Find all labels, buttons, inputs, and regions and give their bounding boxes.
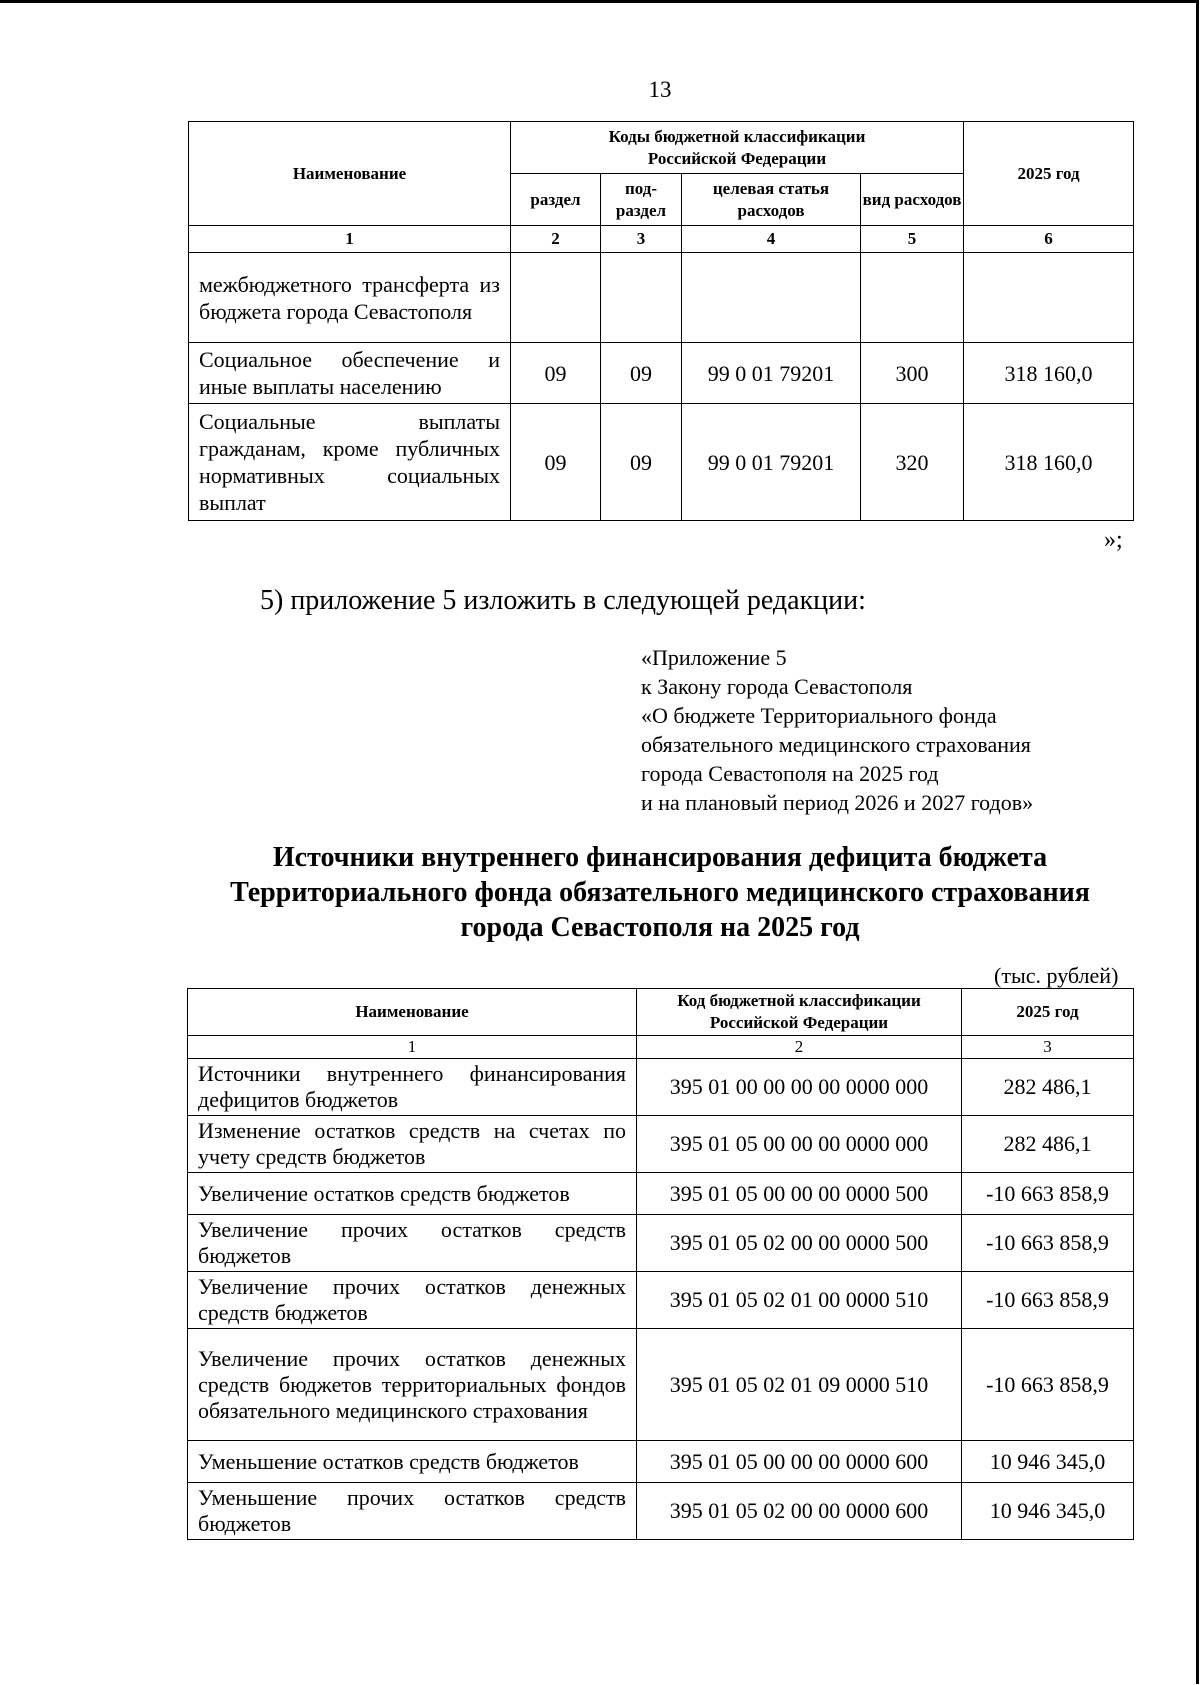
column-number: 3 — [962, 1036, 1134, 1059]
row-section: 09 — [511, 404, 601, 521]
row-amount — [964, 253, 1134, 343]
table-row — [188, 1329, 1134, 1441]
section-title — [180, 840, 1140, 945]
row-name: Социальное обеспечение и иные выплаты населению — [189, 343, 511, 404]
header-name: Наименование — [188, 989, 637, 1036]
appendix-line: города Севастополя на 2025 год — [641, 761, 939, 786]
row-amount: 282 486,1 — [962, 1059, 1134, 1116]
row-name: Уменьшение остатков средств бюджетов — [188, 1441, 637, 1483]
budget-allocation-table — [188, 121, 1134, 521]
row-subsection: 09 — [601, 404, 682, 521]
column-number: 2 — [511, 226, 601, 253]
appendix-line: к Закону города Севастополя — [641, 674, 913, 699]
row-amount: 10 946 345,0 — [962, 1483, 1134, 1540]
row-code: 395 01 05 02 01 00 0000 510 — [637, 1272, 962, 1329]
column-number: 5 — [861, 226, 964, 253]
row-target: 99 0 01 79201 — [682, 343, 861, 404]
row-code: 395 01 05 00 00 00 0000 600 — [637, 1441, 962, 1483]
page-number: 13 — [648, 77, 672, 102]
column-number: 1 — [189, 226, 511, 253]
row-amount: 10 946 345,0 — [962, 1441, 1134, 1483]
column-number: 2 — [637, 1036, 962, 1059]
row-amount: 282 486,1 — [962, 1116, 1134, 1173]
row-code: 395 01 00 00 00 00 0000 000 — [637, 1059, 962, 1116]
row-code: 395 01 05 02 01 09 0000 510 — [637, 1329, 962, 1441]
header-section: раздел — [511, 174, 601, 226]
row-code: 395 01 05 02 00 00 0000 600 — [637, 1483, 962, 1540]
row-name: Увеличение прочих остатков средств бюджетов — [188, 1215, 637, 1272]
header-codes-group: Коды бюджетной классификации Российской Федерации — [511, 122, 964, 174]
table-row — [188, 1441, 1134, 1483]
header-expense-type: вид расходов — [861, 174, 964, 226]
row-target: 99 0 01 79201 — [682, 404, 861, 521]
column-number-row — [189, 226, 1134, 253]
row-name: Увеличение прочих остатков денежных средств бюджетов территориальных фондов обязательного медицинского страхования — [188, 1329, 637, 1441]
appendix-caption — [641, 643, 1033, 817]
appendix-line: «О бюджете Территориального фонда — [641, 703, 997, 728]
row-section: 09 — [511, 343, 601, 404]
table-row — [189, 253, 1134, 343]
column-number-row — [188, 1036, 1134, 1059]
appendix-line: «Приложение 5 — [641, 645, 787, 670]
column-number: 4 — [682, 226, 861, 253]
row-name: Источники внутреннего финансирования дефицитов бюджетов — [188, 1059, 637, 1116]
table-row — [189, 404, 1134, 521]
row-name: межбюджетного трансферта из бюджета города Севастополя — [189, 253, 511, 343]
closing-quote: »; — [1104, 527, 1123, 553]
appendix-line: обязательного медицинского страхования — [641, 732, 1031, 757]
column-number: 3 — [601, 226, 682, 253]
row-name: Увеличение остатков средств бюджетов — [188, 1173, 637, 1215]
table-row — [189, 343, 1134, 404]
section-title-line: города Севастополя на 2025 год — [460, 912, 860, 943]
row-amount: 318 160,0 — [964, 404, 1134, 521]
row-subsection: 09 — [601, 343, 682, 404]
row-code: 395 01 05 02 00 00 0000 500 — [637, 1215, 962, 1272]
row-code: 395 01 05 00 00 00 0000 000 — [637, 1116, 962, 1173]
header-code: Код бюджетной классификации Российской Федерации — [637, 989, 962, 1036]
row-amount: -10 663 858,9 — [962, 1329, 1134, 1441]
row-type: 300 — [861, 343, 964, 404]
column-number: 6 — [964, 226, 1134, 253]
table-row — [188, 1173, 1134, 1215]
table-row — [188, 1272, 1134, 1329]
table-row — [188, 1215, 1134, 1272]
row-amount: 318 160,0 — [964, 343, 1134, 404]
units-label: (тыс. рублей) — [994, 963, 1119, 988]
header-year: 2025 год — [962, 989, 1134, 1036]
amendment-instruction: 5) приложение 5 изложить в следующей редакции: — [260, 585, 866, 616]
row-name: Социальные выплаты гражданам, кроме публичных нормативных социальных выплат — [189, 404, 511, 521]
header-name: Наименование — [189, 122, 511, 226]
appendix-line: и на плановый период 2026 и 2027 годов» — [641, 790, 1034, 815]
section-title-line: Источники внутреннего финансирования дефицита бюджета — [272, 842, 1048, 873]
row-target — [682, 253, 861, 343]
row-section — [511, 253, 601, 343]
row-type: 320 — [861, 404, 964, 521]
row-amount: -10 663 858,9 — [962, 1173, 1134, 1215]
row-amount: -10 663 858,9 — [962, 1215, 1134, 1272]
section-title-line: Территориального фонда обязательного медицинского страхования — [230, 877, 1090, 908]
row-amount: -10 663 858,9 — [962, 1272, 1134, 1329]
row-subsection — [601, 253, 682, 343]
row-type — [861, 253, 964, 343]
table-row — [188, 1483, 1134, 1540]
row-name: Уменьшение прочих остатков средств бюджетов — [188, 1483, 637, 1540]
column-number: 1 — [188, 1036, 637, 1059]
row-name: Увеличение прочих остатков денежных средств бюджетов — [188, 1272, 637, 1329]
financing-sources-table — [187, 988, 1134, 1540]
header-target-item: целевая статья расходов — [682, 174, 861, 226]
row-code: 395 01 05 00 00 00 0000 500 — [637, 1173, 962, 1215]
table-row — [188, 1116, 1134, 1173]
header-year: 2025 год — [964, 122, 1134, 226]
header-subsection: под-раздел — [601, 174, 682, 226]
table-row — [188, 1059, 1134, 1116]
row-name: Изменение остатков средств на счетах по учету средств бюджетов — [188, 1116, 637, 1173]
